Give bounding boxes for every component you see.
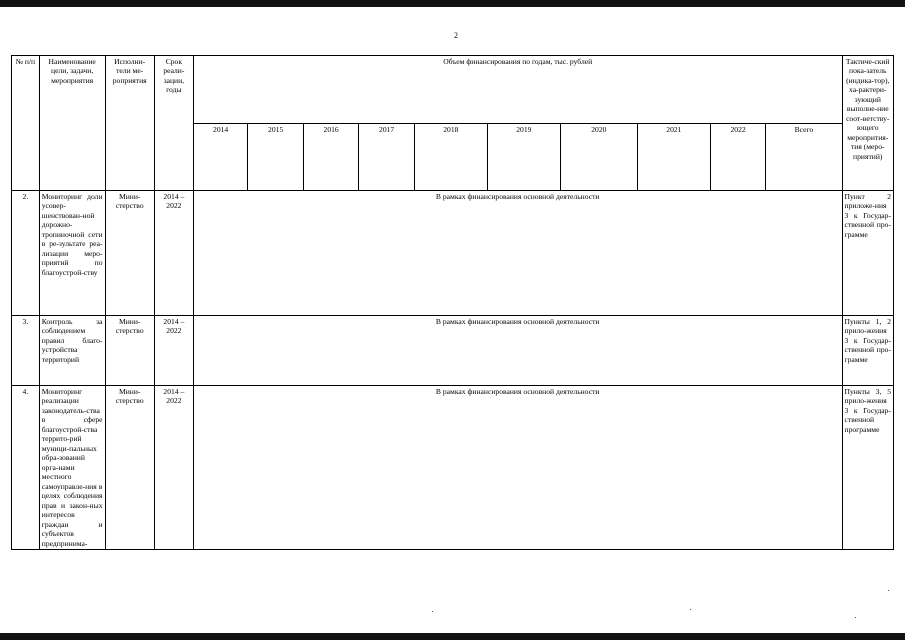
header-executor: Исполни-тели ме-роприятия	[105, 56, 154, 191]
year-2017: 2017	[359, 123, 415, 191]
row-indicator: Пункты 1, 2 прило-жения 3 к Государ-ственной про-грамме	[842, 316, 893, 386]
year-2021: 2021	[637, 123, 710, 191]
row-financing: В рамках финансирования основной деятельности	[193, 386, 842, 550]
row-financing: В рамках финансирования основной деятельности	[193, 191, 842, 316]
row-num: 3.	[12, 316, 40, 386]
row-indicator: Пункты 3, 5 прило-жения 3 к Государ-ственной программе	[842, 386, 893, 550]
header-indicator: Тактиче-ский пока-затель (индика-тор), ха-рактери-зующий выполне-ние соот-ветству-ющего меропрития-тия (меро-приятий)	[842, 56, 893, 191]
header-name: Наименование цели, задачи, мероприятия	[39, 56, 105, 191]
row-name: Контроль за соблюдением правил благо-устройства территорий	[39, 316, 105, 386]
scan-speck	[855, 617, 856, 618]
row-indicator: Пункт 2 приложе-ния 3 к Государ-ственной про-грамме	[842, 191, 893, 316]
scan-speck	[888, 590, 889, 591]
row-name: Мониторинг реализации законодатель-ства в сфере благоустрой-ства террито-рий муници-пальных обра-зований орга-нами местного самоуправле-ния в целях соблюдения прав и закон-ных интересов граждан и субъектов предпринима-	[39, 386, 105, 550]
year-2019: 2019	[487, 123, 560, 191]
year-2018: 2018	[414, 123, 487, 191]
scan-speck	[432, 611, 433, 612]
row-num: 4.	[12, 386, 40, 550]
header-term: Срок реали-зации, годы	[154, 56, 193, 191]
year-2015: 2015	[248, 123, 304, 191]
top-scan-border	[0, 0, 905, 7]
header-financing: Объем финансирования по годам, тыс. рублей	[193, 56, 842, 124]
row-executor: Мини-стерство	[105, 191, 154, 316]
table-row	[12, 386, 894, 550]
row-term: 2014 – 2022	[154, 316, 193, 386]
row-name: Мониторинг доли усовер-шенствован-ной дорожно-тропиночной сети в ре-зультате реа-лизации меро-приятий по благоустрой-ству	[39, 191, 105, 316]
row-executor: Мини-стерство	[105, 316, 154, 386]
page-number: 2	[454, 31, 458, 40]
bottom-scan-border	[0, 633, 905, 640]
financing-table	[11, 55, 894, 550]
year-2020: 2020	[560, 123, 637, 191]
table-row	[12, 316, 894, 386]
row-term: 2014 – 2022	[154, 191, 193, 316]
row-num: 2.	[12, 191, 40, 316]
year-2016: 2016	[303, 123, 359, 191]
table-row	[12, 191, 894, 316]
year-total: Всего	[766, 123, 842, 191]
header-num: № п/п	[12, 56, 40, 191]
year-2014: 2014	[193, 123, 247, 191]
header-row-1	[12, 56, 894, 124]
row-executor: Мини-стерство	[105, 386, 154, 550]
row-financing: В рамках финансирования основной деятельности	[193, 316, 842, 386]
row-term: 2014 – 2022	[154, 386, 193, 550]
scan-speck	[690, 609, 691, 610]
year-2022: 2022	[710, 123, 766, 191]
